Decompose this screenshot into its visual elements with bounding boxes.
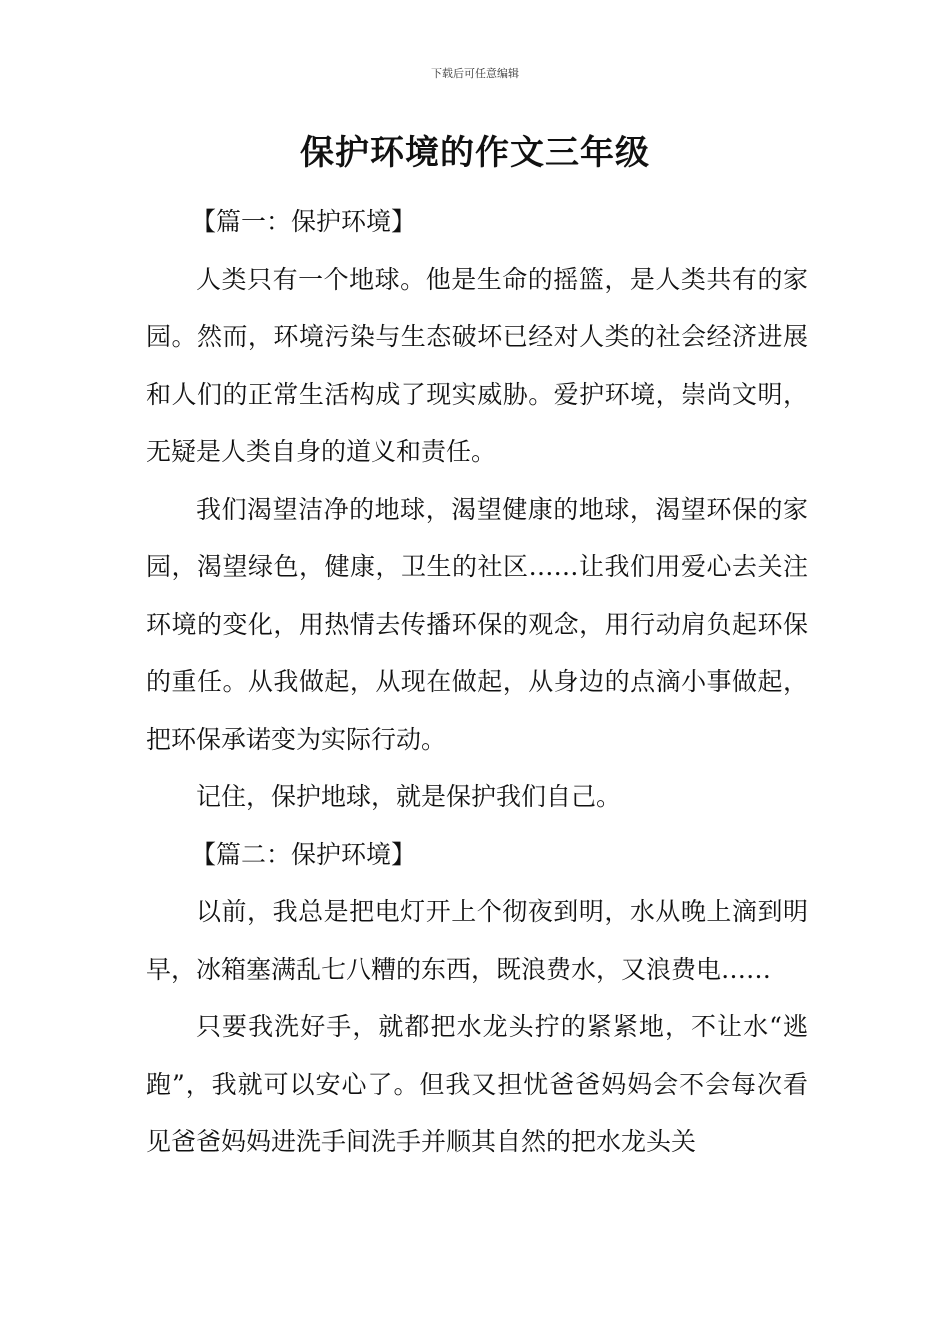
header-note: 下载后可任意编辑: [431, 67, 519, 80]
paragraph: 记住，保护地球，就是保护我们自己。: [196, 782, 622, 811]
paragraph: 以前，我总是把电灯开上个彻夜到明，水从晚上滴到明早，冰箱塞满乱七八糟的东西，既浪费水，又浪费电……: [146, 897, 808, 984]
section-heading-1: 【篇一：保护环境】: [191, 207, 417, 236]
document-body: [146, 193, 808, 1171]
section-heading-2: 【篇二：保护环境】: [191, 839, 417, 869]
paragraph: 只要我洗好手，就都把水龙头拧的紧紧地，不让水“逃跑”，我就可以安心了。但我又担忧爸爸妈妈会不会每次看见爸爸妈妈进洗手间洗手并顺其自然的把水龙头关: [146, 1012, 808, 1156]
paragraph: 我们渴望洁净的地球，渴望健康的地球，渴望环保的家园，渴望绿色，健康，卫生的社区……让我们用爱心去关注环境的变化，用热情去传播环保的观念，用行动肩负起环保的重任。从我做起，从现在做起，从身边的点滴小事做起，把环保承诺变为实际行动。: [146, 494, 808, 754]
paragraph: 人类只有一个地球。他是生命的摇篮，是人类共有的家园。然而，环境污染与生态破坏已经对人类的社会经济进展和人们的正常生活构成了现实威胁。爱护环境，崇尚文明，无疑是人类自身的道义和责任。: [146, 264, 808, 466]
document-title: 保护环境的作文三年级: [300, 133, 650, 173]
